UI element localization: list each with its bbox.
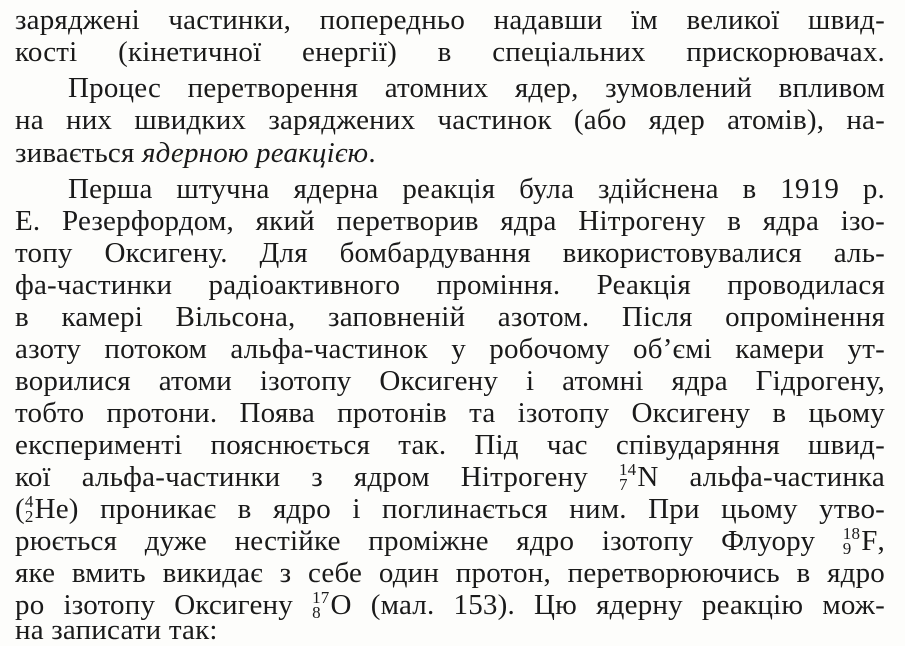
text-line: тобто протони. Поява протонів та ізотопу Оксигену в цьому xyxy=(15,397,885,429)
text-line: на записати так: xyxy=(15,614,218,646)
text-line: експерименті пояснюється так. Під час співударяння швид- xyxy=(15,429,885,461)
text-segment: , xyxy=(877,525,885,557)
text-segment: альфа-частинка xyxy=(658,461,885,493)
nuclide-helium xyxy=(25,493,69,526)
nuclide-nitrogen xyxy=(619,461,659,494)
text-line: Е. Резерфордом, який перетворив ядра Нітрогену в ядра ізо- xyxy=(15,205,885,237)
text-line: в камері Вільсона, заповненій азотом. Після опромінення xyxy=(15,301,885,333)
element-symbol: He xyxy=(34,493,69,525)
text-line: азоту потоком альфа-частинок у робочому об’ємі камери ут- xyxy=(15,333,885,365)
text-segment: рюється дуже нестійке проміжне ядро ізотопу Флуору xyxy=(15,525,843,557)
text-line: кості (кінетичної енергії) в спеціальних прискорювачах. xyxy=(15,36,885,68)
text-line: Процес перетворення атомних ядер, зумовлений впливом xyxy=(68,72,885,104)
text-line: ворилися атоми ізотопу Оксигену і атомні ядра Гідрогену, xyxy=(15,365,885,397)
mass-number: 17 xyxy=(312,588,330,608)
mass-number: 4 xyxy=(24,492,34,512)
text-segment: ) проникає в ядро і поглинається ним. При цьому утво- xyxy=(68,493,885,525)
element-symbol: F xyxy=(861,525,878,557)
text-line-with-nuclide xyxy=(15,493,885,526)
text-line: Перша штучна ядерна реакція була здійснена в 1919 р. xyxy=(68,173,885,205)
text-segment: (мал. 153). Цю ядерну реакцію мож- xyxy=(351,589,885,621)
text-segment: . xyxy=(368,137,376,169)
term-nuclear-reaction: ядерною реакцією xyxy=(141,137,369,169)
text-line: на них швидких заряджених частинок (або ядер атомів), на- xyxy=(15,104,885,136)
text-segment: ро ізотопу Оксигену xyxy=(15,589,313,621)
text-line: фа-частинки радіоактивного проміння. Реакція проводилася xyxy=(15,269,885,301)
nuclide-fluorine xyxy=(843,525,878,558)
charge-number: 7 xyxy=(618,475,628,495)
charge-number: 8 xyxy=(312,603,321,623)
text-line: заряджені частинки, попередньо надавши їм великої швид- xyxy=(15,4,885,36)
text-line-with-nuclide xyxy=(15,461,885,494)
element-symbol: O xyxy=(330,589,352,621)
text-line-with-nuclide xyxy=(15,525,885,558)
element-symbol: N xyxy=(637,461,659,493)
charge-number: 2 xyxy=(24,507,34,527)
text-line: топу Оксигену. Для бомбардування використовувалися аль- xyxy=(15,237,885,269)
text-segment: ( xyxy=(15,493,25,525)
text-segment: кої альфа-частинки з ядром Нітрогену xyxy=(15,461,619,493)
definition-line xyxy=(15,137,376,169)
text-line: яке вмить викидає з себе один протон, перетворюючись в ядро xyxy=(15,557,885,589)
mass-number: 14 xyxy=(618,460,637,480)
charge-number: 9 xyxy=(842,539,852,559)
text-segment: зивається xyxy=(15,137,142,169)
nuclide-oxygen xyxy=(312,589,352,622)
mass-number: 18 xyxy=(842,524,861,544)
